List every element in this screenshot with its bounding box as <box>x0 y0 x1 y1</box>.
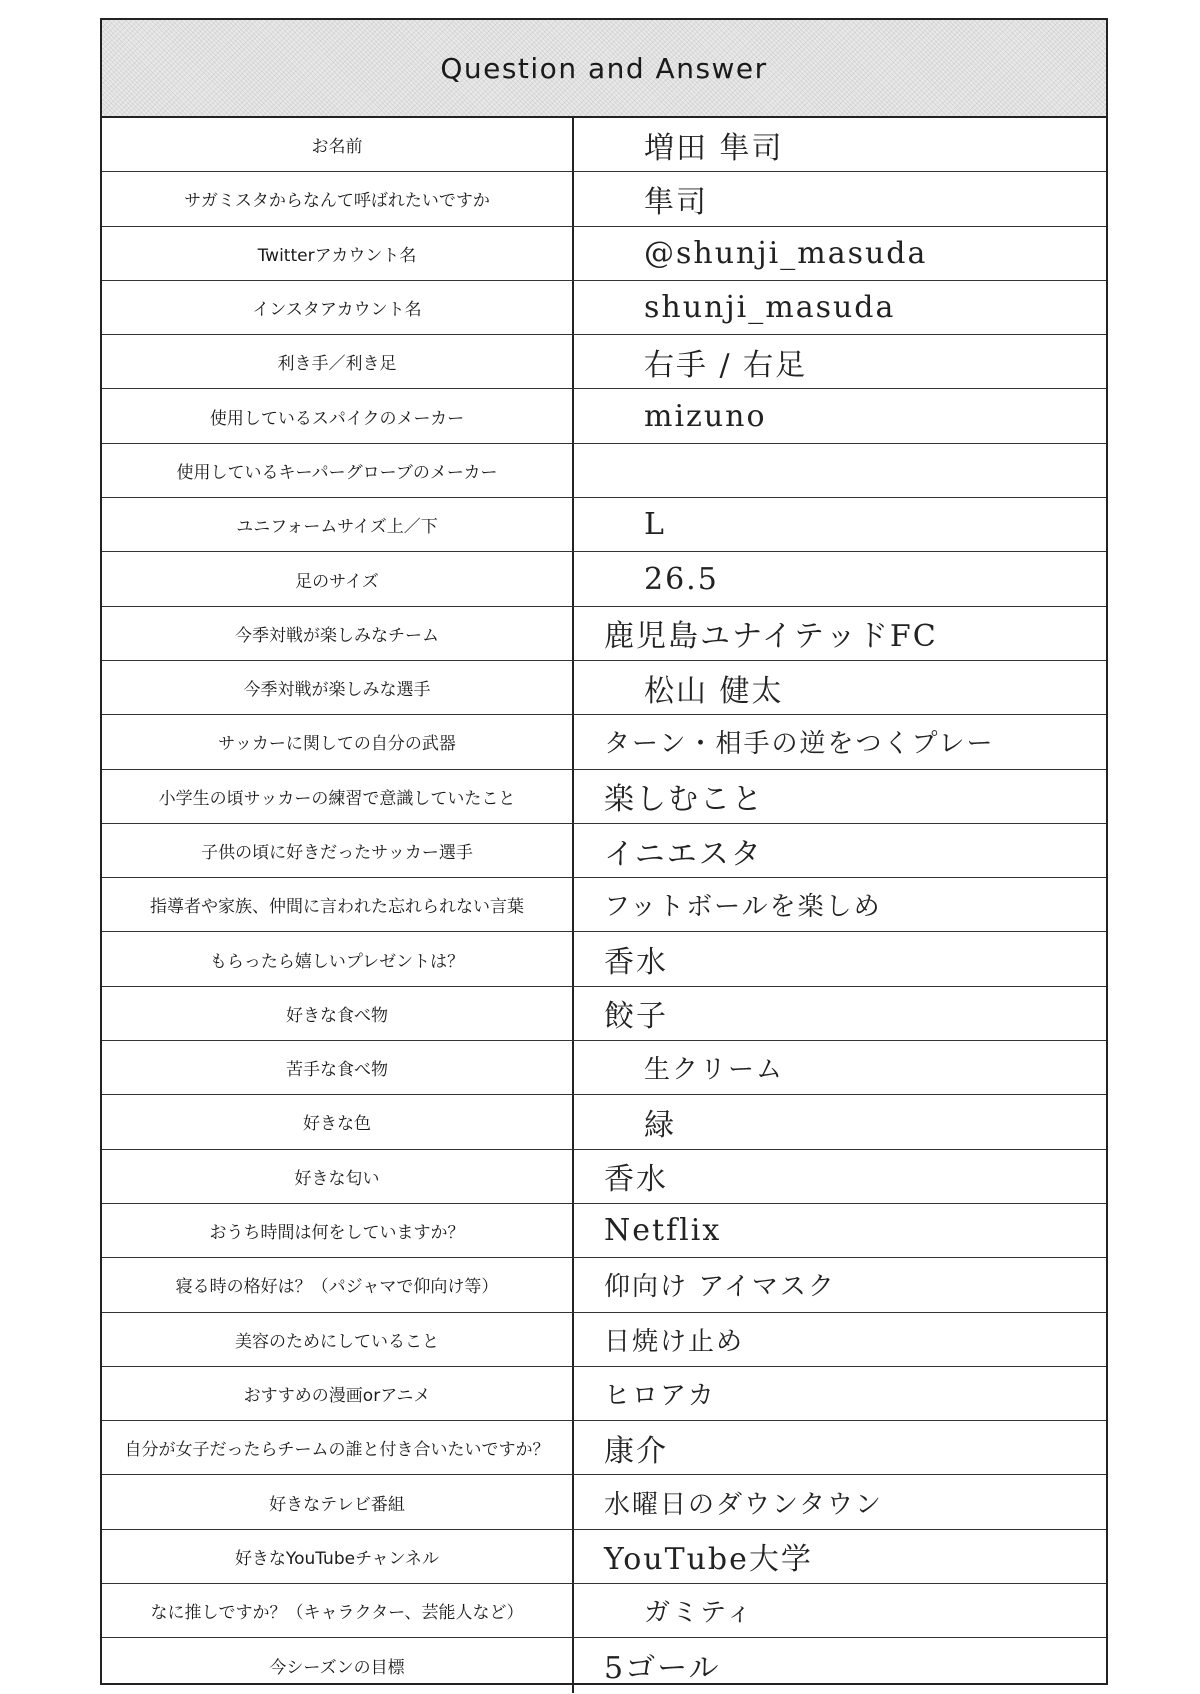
question-label: 寝る時の格好は？（パジャマで仰向け等） <box>102 1258 574 1311</box>
header-bar <box>102 20 1106 118</box>
qa-row-oshi <box>102 1584 1106 1638</box>
handwritten-answer: 仰向け アイマスク <box>604 1272 836 1303</box>
qa-row-disliked-food <box>102 1041 1106 1095</box>
questionnaire-sheet <box>100 18 1108 1685</box>
question-label: 使用しているキーパーグローブのメーカー <box>102 444 574 497</box>
qa-row-tv-show <box>102 1475 1106 1529</box>
question-label: 小学生の頃サッカーの練習で意識していたこと <box>102 770 574 823</box>
handwritten-answer: YouTube大学 <box>604 1542 813 1578</box>
question-label: サガミスタからなんて呼ばれたいですか <box>102 172 574 225</box>
qa-row-foot-size <box>102 552 1106 606</box>
question-label: 苦手な食べ物 <box>102 1041 574 1094</box>
qa-row-childhood-idol <box>102 824 1106 878</box>
handwritten-answer: 康介 <box>604 1433 668 1469</box>
qa-row-weapon <box>102 715 1106 769</box>
qa-row-twitter <box>102 227 1106 281</box>
handwritten-answer: フットボールを楽しめ <box>604 892 882 923</box>
handwritten-answer: ターン・相手の逆をつくプレー <box>604 729 995 760</box>
qa-row-instagram <box>102 281 1106 335</box>
handwritten-answer: 5ゴール <box>604 1651 721 1687</box>
handwritten-answer: 緑 <box>644 1107 676 1143</box>
qa-row-present <box>102 932 1106 986</box>
question-label: 子供の頃に好きだったサッカー選手 <box>102 824 574 877</box>
qa-row-childhood-practice <box>102 770 1106 824</box>
qa-row-favorite-scent <box>102 1150 1106 1204</box>
handwritten-answer: L <box>644 507 666 543</box>
handwritten-answer: 増田 隼司 <box>644 130 784 166</box>
qa-row-spike-maker <box>102 389 1106 443</box>
question-label: 美容のためにしていること <box>102 1313 574 1366</box>
handwritten-answer: 松山 健太 <box>644 673 784 709</box>
handwritten-answer: 楽しむこと <box>604 782 764 818</box>
qa-row-favorite-food <box>102 987 1106 1041</box>
question-label: 利き手／利き足 <box>102 335 574 388</box>
handwritten-answer: shunji_masuda <box>644 290 896 326</box>
qa-table <box>102 118 1106 1693</box>
handwritten-answer: 香水 <box>604 1162 668 1198</box>
question-label: サッカーに関しての自分の武器 <box>102 715 574 768</box>
question-label: 足のサイズ <box>102 552 574 605</box>
handwritten-answer <box>574 444 1106 497</box>
question-label: Twitterアカウント名 <box>102 227 574 280</box>
handwritten-answer: 隼司 <box>644 184 708 220</box>
handwritten-answer: 水曜日のダウンタウン <box>604 1489 883 1520</box>
question-label: 好きな匂い <box>102 1150 574 1203</box>
question-label: 指導者や家族、仲間に言われた忘れられない言葉 <box>102 878 574 931</box>
question-label: 好きな色 <box>102 1095 574 1148</box>
page-title: Question and Answer <box>440 51 768 85</box>
handwritten-answer: 26.5 <box>644 561 719 597</box>
qa-row-season-goal <box>102 1638 1106 1692</box>
qa-row-glove-maker <box>102 444 1106 498</box>
question-label: インスタアカウント名 <box>102 281 574 334</box>
handwritten-answer: ヒロアカ <box>604 1380 716 1411</box>
handwritten-answer: 鹿児島ユナイテッドFC <box>604 619 938 655</box>
handwritten-answer: イニエスタ <box>604 836 763 872</box>
qa-row-rival-player <box>102 661 1106 715</box>
question-label: おうち時間は何をしていますか？ <box>102 1204 574 1257</box>
handwritten-answer: 日焼け止め <box>604 1326 745 1357</box>
question-label: 今季対戦が楽しみなチーム <box>102 607 574 660</box>
handwritten-answer: mizuno <box>644 398 767 434</box>
handwritten-answer: 香水 <box>604 945 668 981</box>
question-label: 好きな食べ物 <box>102 987 574 1040</box>
qa-row-teammate-date <box>102 1421 1106 1475</box>
handwritten-answer: Netflix <box>604 1213 722 1249</box>
question-label: お名前 <box>102 118 574 171</box>
qa-row-manga-anime <box>102 1367 1106 1421</box>
question-label: ユニフォームサイズ上／下 <box>102 498 574 551</box>
qa-row-nickname <box>102 172 1106 226</box>
qa-row-sleep-style <box>102 1258 1106 1312</box>
qa-row-favorite-color <box>102 1095 1106 1149</box>
handwritten-answer: 餃子 <box>604 999 668 1035</box>
qa-row-unforgettable-words <box>102 878 1106 932</box>
handwritten-answer: ガミティ <box>644 1598 754 1629</box>
qa-row-name <box>102 118 1106 172</box>
qa-row-youtube-channel <box>102 1530 1106 1584</box>
question-label: 好きなYouTubeチャンネル <box>102 1530 574 1583</box>
question-label: 今季対戦が楽しみな選手 <box>102 661 574 714</box>
question-label: おすすめの漫画orアニメ <box>102 1367 574 1420</box>
question-label: 使用しているスパイクのメーカー <box>102 389 574 442</box>
qa-row-uniform-size <box>102 498 1106 552</box>
question-label: 好きなテレビ番組 <box>102 1475 574 1528</box>
qa-row-beauty <box>102 1313 1106 1367</box>
qa-row-dominant-hand-foot <box>102 335 1106 389</box>
handwritten-answer: 右手 / 右足 <box>644 347 808 383</box>
question-label: 今シーズンの目標 <box>102 1638 574 1692</box>
handwritten-answer: @shunji_masuda <box>644 235 928 271</box>
handwritten-answer: 生クリーム <box>644 1055 785 1086</box>
question-label: なに推しですか？（キャラクター、芸能人など） <box>102 1584 574 1637</box>
qa-row-home-time <box>102 1204 1106 1258</box>
question-label: もらったら嬉しいプレゼントは？ <box>102 932 574 985</box>
qa-row-rival-team <box>102 607 1106 661</box>
question-label: 自分が女子だったらチームの誰と付き合いたいですか？ <box>102 1421 574 1474</box>
